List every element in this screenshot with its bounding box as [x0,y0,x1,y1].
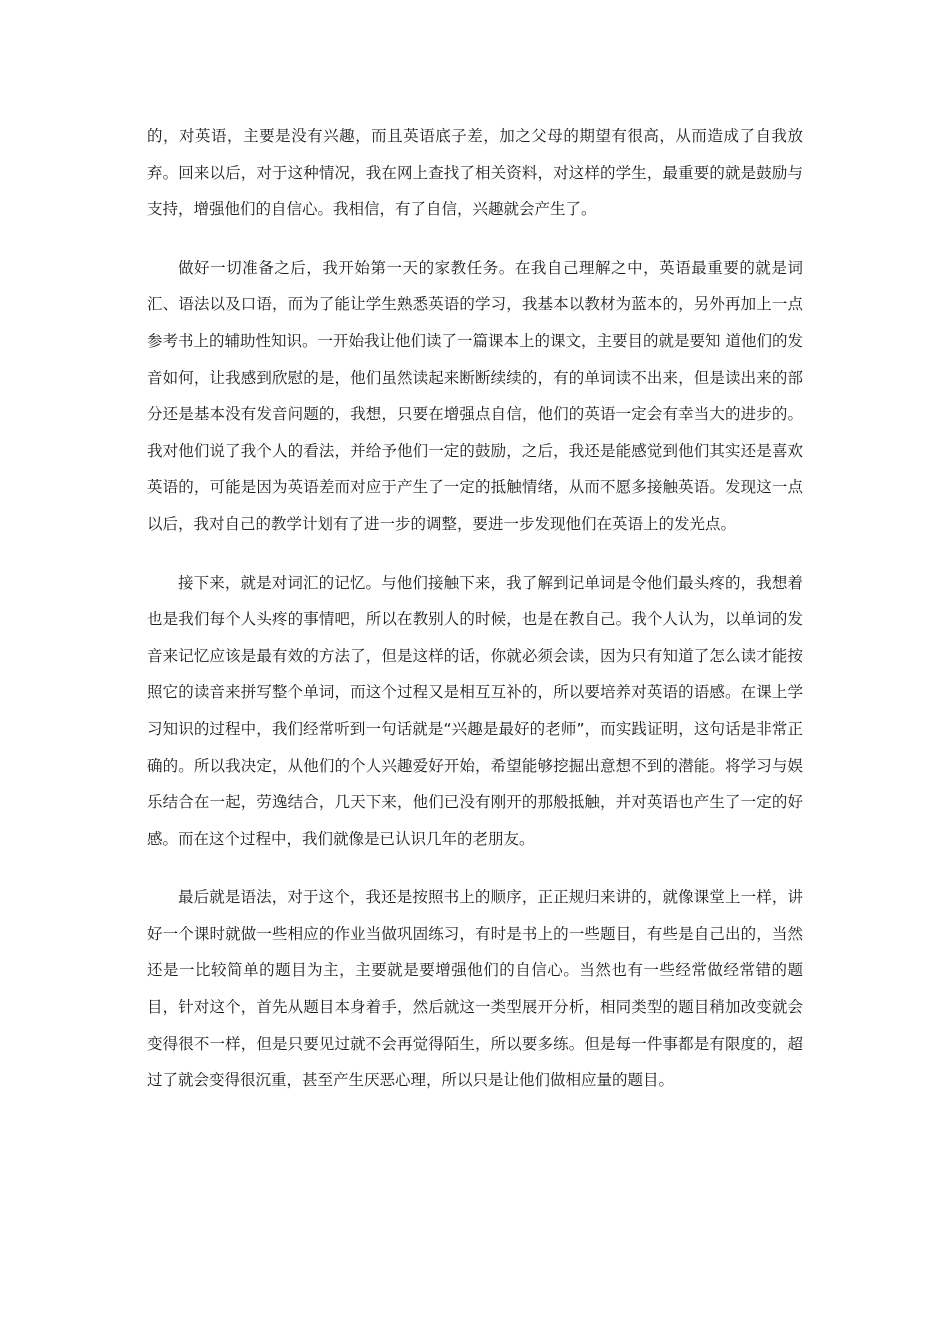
paragraph-2: 做好一切准备之后，我开始第一天的家教任务。在我自己理解之中，英语最重要的就是词汇、语法以及口语，而为了能让学生熟悉英语的学习，我基本以教材为蓝本的，另外再加上一点参考书上的辅助性知识。一开始我让他们读了一篇课本上的课文，主要目的就是要知 道他们的发音如何，让我感到欣慰的是，他们虽然读起来断断续续的，有的单词读不出来，但是读出来的部分还是基本没有发音问题的，我想，只要在增强点自信，他们的英语一定会有幸当大的进步的。我对他们说了我个人的看法，并给予他们一定的鼓励，之后，我还是能感觉到他们其实还是喜欢英语的，可能是因为英语差而对应于产生了一定的抵触情绪，从而不愿多接触英语。发现这一点以后，我对自己的教学计划有了进一步的调整，要进一步发现他们在英语上的发光点。 [147,258,803,533]
document-page [147,118,803,1121]
paragraph-3: 接下来，就是对词汇的记忆。与他们接触下来，我了解到记单词是令他们最头疼的，我想着也是我们每个人头疼的事情吧，所以在教别人的时候，也是在教自己。我个人认为，以单词的发音来记忆应该是最有效的方法了，但是这样的话，你就必须会读，因为只有知道了怎么读才能按照它的读音来拼写整个单词，而这个过程又是相互互补的，所以要培养对英语的语感。在课上学习知识的过程中，我们经常听到一句话就是“兴趣是最好的老师”，而实践证明，这句话是非常正确的。所以我决定，从他们的个人兴趣爱好开始，希望能够挖掘出意想不到的潜能。将学习与娱乐结合在一起，劳逸结合，几天下来，他们已没有刚开的那般抵触，并对英语也产生了一定的好感。而在这个过程中，我们就像是已认识几年的老朋友。 [147,573,803,848]
paragraph-1: 的，对英语，主要是没有兴趣，而且英语底子差，加之父母的期望有很高，从而造成了自我放弃。回来以后，对于这种情况，我在网上查找了相关资料，对这样的学生，最重要的就是鼓励与支持，增强他们的自信心。我相信，有了自信，兴趣就会产生了。 [147,127,803,219]
paragraph-4: 最后就是语法，对于这个，我还是按照书上的顺序，正正规归来讲的，就像课堂上一样，讲好一个课时就做一些相应的作业当做巩固练习，有时是书上的一些题目，有些是自己出的，当然还是一比较简单的题目为主，主要就是要增强他们的自信心。当然也有一些经常做经常错的题目，针对这个，首先从题目本身着手，然后就这一类型展开分析，相同类型的题目稍加改变就会变得很不一样，但是只要见过就不会再觉得陌生，所以要多练。但是每一件事都是有限度的，超过了就会变得很沉重，甚至产生厌恶心理，所以只是让他们做相应量的题目。 [147,888,803,1090]
